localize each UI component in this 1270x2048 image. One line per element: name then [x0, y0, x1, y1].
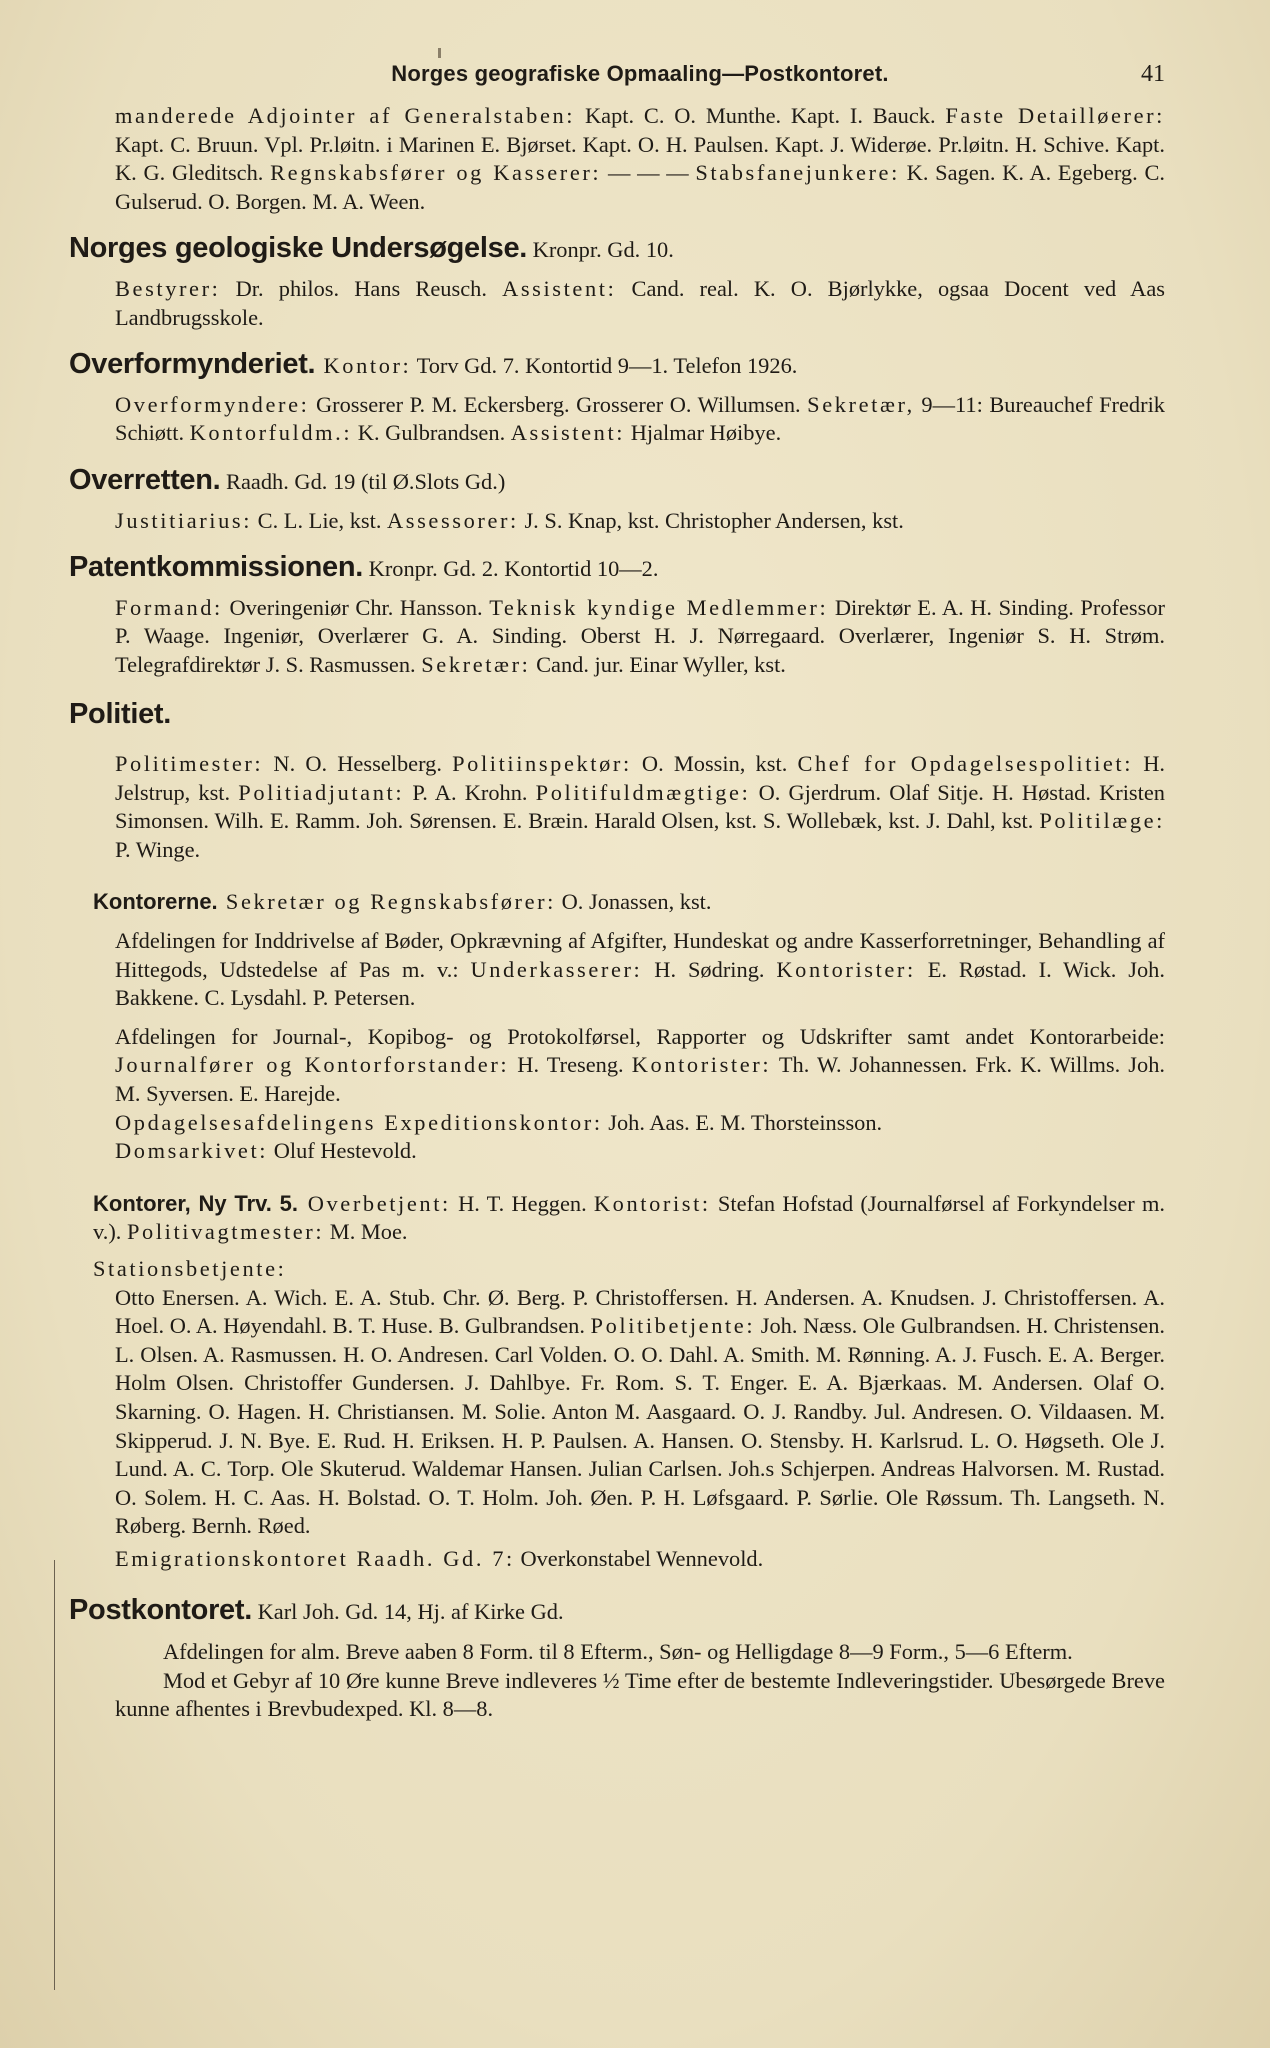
- role-label: Politilæge:: [1039, 808, 1165, 834]
- heading-overformynderiet: Overformynderiet.: [69, 348, 316, 381]
- section-heading-ny-trv: [93, 1190, 1165, 1247]
- role-text: Kapt. C. Bruun. Vpl. Pr.løitn. i Marinen E. Bjørset. Kapt. O. H. Paulsen. Kapt. J. Widerøe. Pr.løitn. H. Schive. Kapt. K. G. Gleditsch.: [115, 131, 1165, 186]
- role-label: Assistent:: [510, 420, 626, 446]
- role-text: Joh. Næss. Ole Gulbrandsen. H. Christensen. L. Olsen. A. Rasmussen. H. O. Andresen. Carl Volden. O. O. Dahl. A. Smith. M. Rønning. A. J. Fusch. E. A. Berger. Holm Olsen. Christoffer Gundersen. J. Dahlbye. Fr. Rom. S. T. Enger. E. A. Bjærkaas. M. Andersen. Olaf O. Skarning. O. Hagen. H. Christiansen. M. Solie. Anton M. Aasgaard. O. J. Randby. Jul. Andresen. O. Vildaasen. M. Skipperud. J. N. Bye. E. Rud. H. Eriksen. H. P. Paulsen. A. Hansen. O. Stensby. H. Karlsrud. L. O. Høgseth. Ole J. Lund. A. C. Torp. Ole Skuterud. Waldemar Hansen. Julian Carlsen. Joh.s Schjerpen. Andreas Halvorsen. M. Rustad. O. Solem. H. C. Aas. H. Bolstad. O. T. Holm. Joh. Øen. P. H. Løfsgaard. P. Sørlie. Ole Røssum. Th. Langseth. N. Røberg. Bernh. Røed.: [115, 1313, 1166, 1539]
- section-overformynderiet-body: [115, 391, 1165, 448]
- role-label: Politiinspektør:: [452, 751, 632, 777]
- role-label: Overformyndere:: [115, 391, 310, 417]
- role-label: Politifuldmægtige:: [535, 779, 751, 805]
- role-label: Teknisk kyndige Medlemmer:: [489, 594, 829, 620]
- role-text: Kapt. C. O. Munthe. Kapt. I. Bauck.: [575, 103, 946, 128]
- ink-speck: [438, 48, 441, 58]
- role-text: H. Sødring.: [642, 956, 777, 982]
- role-label: Kontor:: [315, 353, 412, 379]
- section-geografiske-continued: [115, 102, 1165, 216]
- stationsbetjente-label-line: [93, 1255, 1165, 1284]
- role-text: P. A. Krohn.: [404, 779, 536, 805]
- heading-address: Torv Gd. 7. Kontortid 9—1. Telefon 1926.: [411, 353, 798, 379]
- section-heading-patentkommissionen: [69, 553, 1165, 584]
- role-text: E. Røstad. I. Wick. Joh. Bakkene. C. Lysdahl. P. Petersen.: [115, 956, 1165, 1011]
- heading-address: Kronpr. Gd. 10.: [527, 237, 674, 263]
- role-label: Stationsbetjente:: [93, 1256, 287, 1281]
- section-heading-overformynderiet: [69, 350, 1165, 381]
- postkontoret-paragraph-2: Mod et Gebyr af 10 Øre kunne Breve indleveres ½ Time efter de bestemte Indleveringstider. Ubesørgede Breve kunne afhentes i Brevbudexped. Kl. 8—8.: [115, 1667, 1165, 1722]
- role-label: Chef for Opdagelsespolitiet:: [797, 751, 1134, 777]
- heading-address: Kronpr. Gd. 2. Kontortid 10—2.: [363, 556, 659, 582]
- role-label: Kontorist:: [593, 1190, 711, 1216]
- role-text: Stefan Hofstad (Journalførsel af Forkyndelser m. v.).: [93, 1190, 1165, 1245]
- heading-politiet: Politiet.: [69, 697, 172, 730]
- section-patentkommissionen-body: [115, 594, 1165, 680]
- heading-kontorerne: Kontorerne.: [93, 889, 218, 915]
- section-overretten-body: [115, 507, 1165, 536]
- heading-overretten: Overretten.: [69, 463, 221, 496]
- emigrationskontoret-line: [115, 1545, 1165, 1574]
- role-text: Th. W. Johannessen. Frk. K. Willms. Joh. M. Syversen. E. Harejde.: [115, 1052, 1165, 1107]
- role-label: Politiadjutant:: [238, 779, 405, 805]
- role-label: Sekretær:: [421, 651, 531, 677]
- role-text: K. Gulbrandsen.: [352, 420, 511, 446]
- section-heading-overretten: [69, 463, 1165, 497]
- running-title: Norges geografiske Opmaaling—Postkontoret.: [391, 61, 889, 86]
- role-label: Stabsfanejunkere:: [695, 160, 900, 186]
- role-text: P. Winge.: [115, 836, 201, 862]
- postkontoret-paragraph-1: Afdelingen for alm. Breve aaben 8 Form. til 8 Efterm., Søn- og Helligdage 8—9 Form., 5—6 Efterm.: [163, 1639, 1073, 1665]
- margin-rule: [54, 1560, 55, 1990]
- kontorerne-line-domsarkivet: [115, 1137, 1165, 1166]
- role-text: Hjalmar Høibye.: [625, 420, 782, 446]
- heading-ny-trv: Kontorer, Ny Trv. 5.: [93, 1190, 298, 1216]
- role-text: Cand. real. K. O. Bjørlykke, ogsaa Docent ved Aas Landbrugsskole.: [115, 275, 1165, 330]
- role-text: Overkonstabel Wennevold.: [514, 1545, 764, 1571]
- role-label: Kontorister:: [631, 1052, 772, 1078]
- page-number: 41: [1141, 61, 1165, 87]
- section-geologiske-body: [115, 275, 1165, 332]
- section-politiet-body: [115, 750, 1165, 864]
- heading-address: Raadh. Gd. 19 (til Ø.Slots Gd.): [220, 468, 506, 494]
- role-text: Grosserer P. M. Eckersberg. Grosserer O. Willumsen.: [309, 391, 808, 417]
- role-text: C. L. Lie, kst.: [252, 507, 388, 533]
- stationsbetjente-list: [115, 1284, 1165, 1541]
- role-label: Sekretær og Regnskabsfører:: [217, 889, 557, 915]
- heading-patentkommissionen: Patentkommissionen.: [69, 551, 364, 584]
- paragraph-text: Afdelingen for Inddrivelse af Bøder, Opkrævning af Afgifter, Hundeskat og andre Kasserforretninger, Behandling af Hittegods, Udstedelse af Pas m. v.:: [115, 928, 1165, 982]
- section-heading-kontorerne: [93, 888, 1165, 917]
- role-text: Oluf Hestevold.: [268, 1138, 417, 1164]
- role-text: H. Treseng.: [509, 1052, 632, 1078]
- role-text: M. Moe.: [324, 1219, 408, 1245]
- heading-address: Karl Joh. Gd. 14, Hj. af Kirke Gd.: [252, 1598, 564, 1624]
- kontorerne-paragraph-1: [115, 927, 1165, 1013]
- role-text: — — —: [601, 160, 696, 186]
- role-label: Politivagtmester:: [127, 1219, 325, 1245]
- role-text: K. Sagen. K. A. Egeberg. C. Gulserud. O. Borgen. M. A. Ween.: [115, 160, 1165, 214]
- heading-postkontoret: Postkontoret.: [69, 1593, 253, 1626]
- role-label: Assistent:: [502, 275, 617, 301]
- running-head: [115, 60, 1165, 96]
- section-heading-geologiske: [69, 234, 1165, 265]
- role-text: N. O. Hesselberg.: [263, 751, 453, 777]
- kontorerne-line-expedition: [115, 1109, 1165, 1138]
- role-text: Overingeniør Chr. Hansson.: [222, 594, 490, 620]
- role-label: Kontorister:: [776, 956, 916, 982]
- role-label: Justitiarius:: [115, 507, 253, 533]
- role-text: Otto Enersen. A. Wich. E. A. Stub. Chr. Ø. Berg. P. Christoffersen. H. Andersen. A. Knudsen. J. Christoffersen. A. Hoel. O. A. Høyendahl. B. T. Huse. B. Gulbrandsen.: [115, 1284, 1165, 1339]
- role-text: O. Mossin, kst.: [631, 751, 798, 777]
- role-label: Sekretær,: [807, 391, 915, 417]
- role-label: Politimester:: [115, 751, 264, 777]
- role-label: Faste Detailløerer:: [945, 103, 1165, 128]
- kontorerne-paragraph-2: [115, 1023, 1165, 1109]
- section-heading-politiet: [69, 697, 1165, 731]
- role-text: 9—11: Bureauchef Fredrik Schiøtt.: [115, 391, 1165, 446]
- role-label: Overbetjent:: [297, 1190, 451, 1216]
- role-text: Dr. philos. Hans Reusch.: [220, 275, 503, 301]
- role-label: Underkasserer:: [470, 956, 643, 982]
- role-text: O. Jonassen, kst.: [556, 889, 712, 915]
- paragraph-text: Afdelingen for Journal-, Kopibog- og Protokolførsel, Rapporter og Udskrifter samt andet Kontorarbeide:: [115, 1023, 1165, 1049]
- role-label: Politibetjente:: [590, 1313, 756, 1339]
- role-text: O. Gjerdrum. Olaf Sitje. H. Høstad. Kristen Simonsen. Wilh. E. Ramm. Joh. Sørensen. E. Bræin. Harald Olsen, kst. S. Wollebæk, kst. J. Dahl, kst.: [115, 779, 1165, 834]
- role-label: Bestyrer:: [115, 275, 221, 301]
- page-text: [69, 60, 1166, 1724]
- role-text: J. S. Knap, kst. Christopher Andersen, kst.: [518, 507, 904, 533]
- role-text: Direktør E. A. H. Sinding. Professor P. Waage. Ingeniør, Overlærer G. A. Sinding. Oberst H. J. Nørregaard. Overlærer, Ingeniør S. H. Strøm. Telegrafdirektør J. S. Rasmussen.: [115, 594, 1165, 677]
- role-label: manderede Adjointer af Generalstaben:: [115, 103, 576, 128]
- role-text: H. T. Heggen.: [450, 1190, 594, 1216]
- role-text: H. Jelstrup, kst.: [115, 751, 1166, 805]
- role-label: Emigrationskontoret Raadh. Gd. 7:: [115, 1545, 515, 1571]
- role-label: Journalfører og Kontorforstander:: [115, 1052, 510, 1078]
- role-text: Joh. Aas. E. M. Thorsteinsson.: [602, 1109, 883, 1135]
- role-text: Cand. jur. Einar Wyller, kst.: [530, 651, 786, 677]
- role-label: Kontorfuldm.:: [189, 420, 353, 446]
- role-label: Formand:: [115, 594, 223, 620]
- role-label: Domsarkivet:: [115, 1138, 269, 1164]
- role-label: Opdagelsesafdelingens Expeditionskontor:: [115, 1109, 603, 1135]
- role-label: Assessorer:: [387, 507, 519, 533]
- heading-geologiske: Norges geologiske Undersøgelse.: [69, 232, 528, 265]
- role-label: Regnskabsfører og Kasserer:: [270, 160, 602, 186]
- section-heading-postkontoret: [69, 1593, 1165, 1627]
